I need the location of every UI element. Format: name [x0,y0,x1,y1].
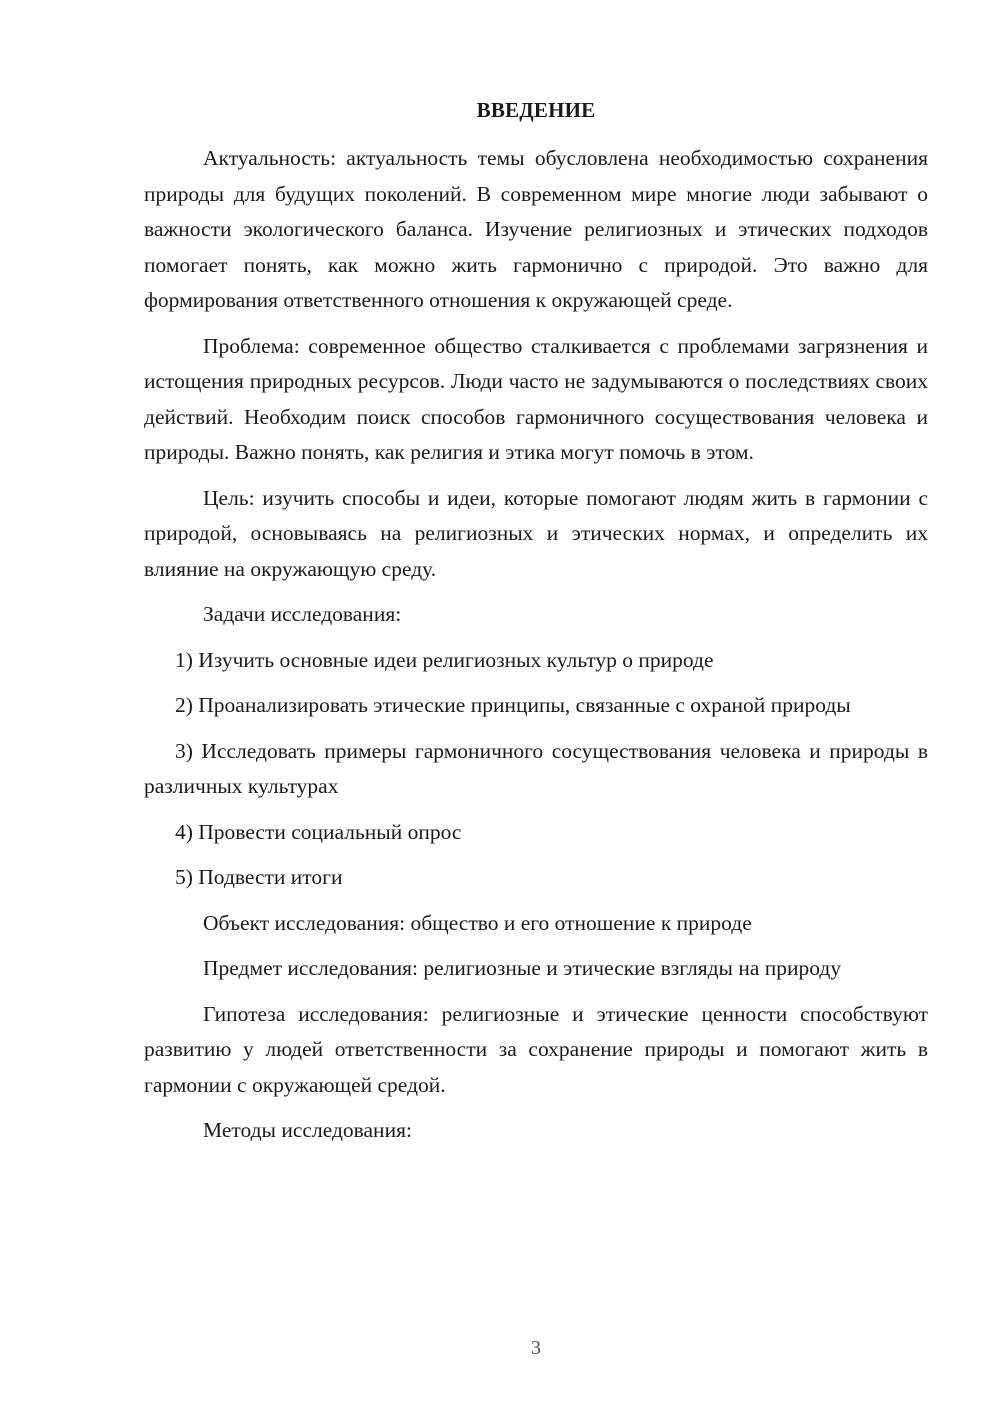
paragraph-methods: Методы исследования: [203,1118,412,1142]
page-number: 3 [531,1337,541,1359]
section-title: ВВЕДЕНИЕ [476,98,596,122]
body-text [144,141,928,1159]
paragraph-problem: Проблема: современное общество сталкивается с проблемами загрязнения и истощения природных ресурсов. Люди часто не задумываются о последствиях своих действий. Необходим поиск способов гармоничного сосуществования человека и природы. Важно понять, как религия и этика могут помочь в этом. [144,333,928,464]
paragraph-relevance: Актуальность: актуальность темы обусловлена необходимостью сохранения природы для будущих поколений. В современном мире многие люди забывают о важности экологического баланса. Изучение религиозных и этических подходов помогает понять, как можно жить гармонично с природой. Это важно для формирования ответственного отношения к окружающей среде. [144,146,928,312]
paragraph-tasks-heading: Задачи исследования: [203,602,402,626]
paragraph-subject: Предмет исследования: религиозные и этические взгляды на природу [203,956,842,980]
paragraph-hypothesis: Гипотеза исследования: религиозные и этические ценности способствуют развитию у людей ответственности за сохранение природы и помогают жить в гармонии с окружающей средой. [144,1001,928,1097]
task-item-5: 5) Подвести итоги [175,865,343,889]
task-item-1: 1) Изучить основные идеи религиозных культур о природе [175,647,714,672]
task-item-4: 4) Провести социальный опрос [175,819,462,844]
task-item-3: 3) Исследовать примеры гармоничного сосуществования человека и природы в различных культурах [144,738,928,798]
paragraph-goal: Цель: изучить способы и идеи, которые помогают людям жить в гармонии с природой, основываясь на религиозных и этических нормах, и определить их влияние на окружающую среду. [144,485,928,581]
paragraph-object: Объект исследования: общество и его отношение к природе [203,910,752,935]
task-item-2: 2) Проанализировать этические принципы, связанные с охраной природы [175,693,851,717]
